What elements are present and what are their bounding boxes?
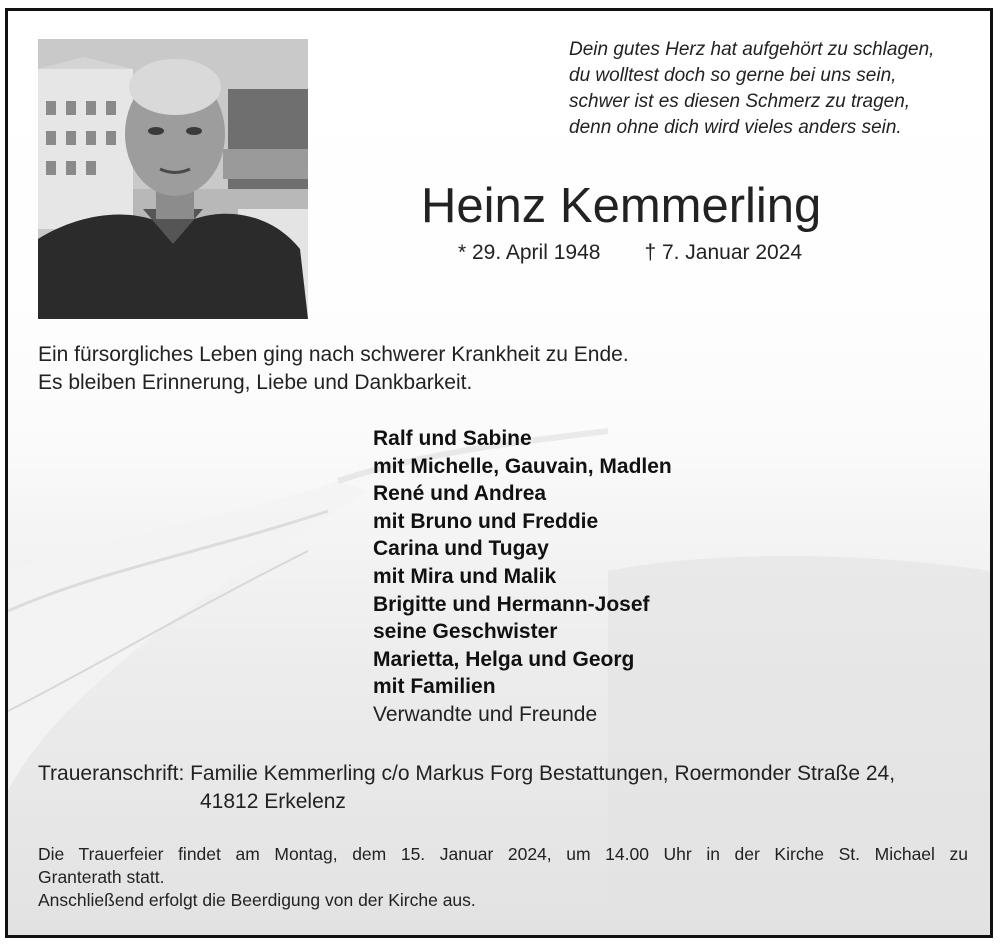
- portrait-photo: [38, 39, 308, 319]
- mourner-line: mit Mira und Malik: [373, 564, 557, 588]
- deceased-name: Heinz Kemmerling: [421, 179, 822, 233]
- mourner-line: Ralf und Sabine: [373, 427, 532, 450]
- mourning-address: [38, 760, 978, 816]
- death-date: † 7. Januar 2024: [644, 241, 803, 264]
- mourner-line: mit Bruno und Freddie: [373, 509, 599, 533]
- address-line: Traueranschrift: Familie Kemmerling c/o Markus Forg Bestattungen, Roermonder Straße 24,: [38, 762, 896, 785]
- birth-date: * 29. April 1948: [458, 241, 601, 264]
- intro-line: Ein fürsorgliches Leben ging nach schwerer Krankheit zu Ende.: [38, 343, 629, 366]
- mourner-line: mit Michelle, Gauvain, Madlen: [373, 454, 672, 478]
- poem-line: Dein gutes Herz hat aufgehört zu schlagen,: [569, 39, 935, 60]
- mourner-line: Carina und Tugay: [373, 537, 549, 561]
- poem-line: schwer ist es diesen Schmerz zu tragen,: [569, 91, 911, 112]
- obituary-notice: [5, 8, 993, 938]
- mourner-line: Marietta, Helga und Georg: [373, 647, 635, 671]
- funeral-service-info: [38, 843, 968, 912]
- poem-line: du wolltest doch so gerne bei uns sein,: [569, 65, 897, 86]
- service-line: Die Trauerfeier findet am Montag, dem 15. Januar 2024, um 14.00 Uhr in der Kirche St. Michael zu: [38, 844, 968, 864]
- intro-text: [38, 341, 738, 397]
- service-line: Anschließend erfolgt die Beerdigung von der Kirche aus.: [38, 890, 476, 910]
- mourner-line: seine Geschwister: [373, 620, 558, 644]
- mourner-line: Verwandte und Freunde: [373, 702, 598, 726]
- address-line: 41812 Erkelenz: [200, 790, 346, 813]
- mourner-line: René und Andrea: [373, 482, 547, 506]
- intro-line: Es bleiben Erinnerung, Liebe und Dankbarkeit.: [38, 371, 473, 394]
- mourner-line: Brigitte und Hermann-Josef: [373, 592, 650, 616]
- service-line: Granterath statt.: [38, 867, 165, 887]
- life-dates: [458, 239, 802, 267]
- poem: [569, 37, 979, 141]
- poem-line: denn ohne dich wird vieles anders sein.: [569, 117, 902, 138]
- mourner-line: mit Familien: [373, 675, 496, 699]
- mourners-list: [373, 425, 672, 729]
